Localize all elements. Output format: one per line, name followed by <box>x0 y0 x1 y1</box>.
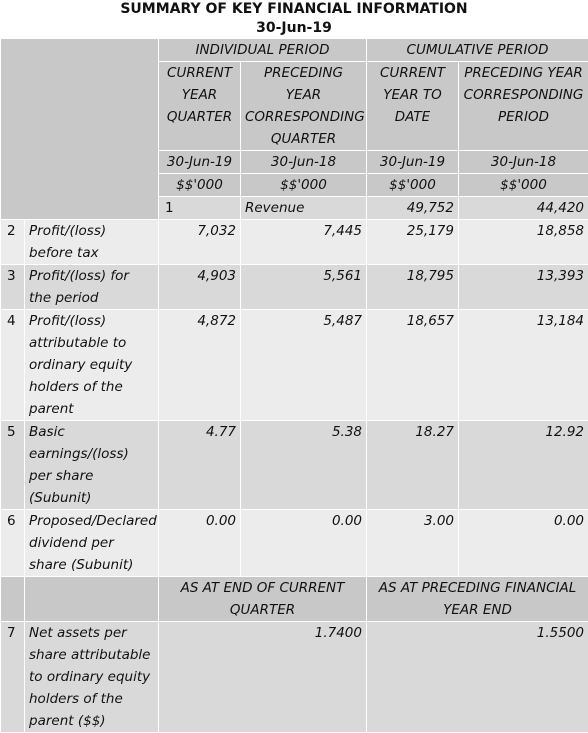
table-row <box>1 510 588 577</box>
date-col4: 30-Jun-18 <box>459 151 588 174</box>
net-assets-preceding: 1.5500 <box>367 622 588 733</box>
row-value-col3: 25,179 <box>367 220 459 265</box>
assets-header-empty-no <box>1 577 25 622</box>
row-value-col4: 13,393 <box>459 265 588 310</box>
row-label: Revenue <box>241 197 367 220</box>
financial-summary-table <box>0 38 588 733</box>
row-value-col4: 0.00 <box>459 510 588 577</box>
row-value-col1: 7,032 <box>159 220 241 265</box>
date-col1: 30-Jun-19 <box>159 151 241 174</box>
cumulative-period-header: CUMULATIVE PERIOD <box>367 39 588 62</box>
row-label: Profit/(loss) before tax <box>25 220 159 265</box>
report-date: 30-Jun-19 <box>0 19 588 38</box>
assets-current-quarter-header: AS AT END OF CURRENT QUARTER <box>159 577 367 622</box>
row-value-col3: 18.27 <box>367 421 459 510</box>
report-title: SUMMARY OF KEY FINANCIAL INFORMATION <box>0 0 588 19</box>
assets-header-row <box>1 577 588 622</box>
row-number: 7 <box>1 622 25 733</box>
row-label: Basic earnings/(loss) per share (Subunit) <box>25 421 159 510</box>
assets-preceding-year-header: AS AT PRECEDING FINANCIAL YEAR END <box>367 577 588 622</box>
table-row <box>1 421 588 510</box>
row-value-col1: 4,903 <box>159 265 241 310</box>
header-empty-cell <box>1 39 159 220</box>
row-value-col1: 0.00 <box>159 510 241 577</box>
row-value-col4: 12.92 <box>459 421 588 510</box>
row-label: Proposed/Declared dividend per share (Subunit) <box>25 510 159 577</box>
row-value-col2: 5.38 <box>241 421 367 510</box>
row-number: 4 <box>1 310 25 421</box>
individual-period-header: INDIVIDUAL PERIOD <box>159 39 367 62</box>
row-label: Profit/(loss) attributable to ordinary equity holders of the parent <box>25 310 159 421</box>
unit-col1: $$'000 <box>159 174 241 197</box>
net-assets-row <box>1 622 588 733</box>
row-number: 3 <box>1 265 25 310</box>
row-value-col2: 5,561 <box>241 265 367 310</box>
unit-col4: $$'000 <box>459 174 588 197</box>
row-value-col1: 49,752 <box>367 197 459 220</box>
row-value-col1: 4.77 <box>159 421 241 510</box>
row-value-col1: 4,872 <box>159 310 241 421</box>
date-col3: 30-Jun-19 <box>367 151 459 174</box>
row-value-col3: 3.00 <box>367 510 459 577</box>
row-number: 1 <box>159 197 241 220</box>
net-assets-current: 1.7400 <box>159 622 367 733</box>
table-row <box>1 220 588 265</box>
row-number: 2 <box>1 220 25 265</box>
row-value-col4: 18,858 <box>459 220 588 265</box>
assets-header-empty-label <box>25 577 159 622</box>
row-label: Profit/(loss) for the period <box>25 265 159 310</box>
row-value-col2: 7,445 <box>241 220 367 265</box>
date-col2: 30-Jun-18 <box>241 151 367 174</box>
row-value-col4: 13,184 <box>459 310 588 421</box>
table-row <box>1 310 588 421</box>
col-current-year-to-date: CURRENT YEAR TO DATE <box>367 62 459 151</box>
period-group-header-row <box>1 39 588 62</box>
row-number: 5 <box>1 421 25 510</box>
table-row <box>1 265 588 310</box>
row-value-col3: 18,795 <box>367 265 459 310</box>
row-number: 6 <box>1 510 25 577</box>
col-preceding-year-period: PRECEDING YEAR CORRESPONDING PERIOD <box>459 62 588 151</box>
col-current-year-quarter: CURRENT YEAR QUARTER <box>159 62 241 151</box>
row-value-col3: 18,657 <box>367 310 459 421</box>
row-value-col2: 0.00 <box>241 510 367 577</box>
unit-col2: $$'000 <box>241 174 367 197</box>
row-value-col2: 44,420 <box>459 197 588 220</box>
row-value-col2: 5,487 <box>241 310 367 421</box>
row-label: Net assets per share attributable to ordinary equity holders of the parent ($$) <box>25 622 159 733</box>
col-preceding-year-quarter: PRECEDING YEAR CORRESPONDING QUARTER <box>241 62 367 151</box>
unit-col3: $$'000 <box>367 174 459 197</box>
